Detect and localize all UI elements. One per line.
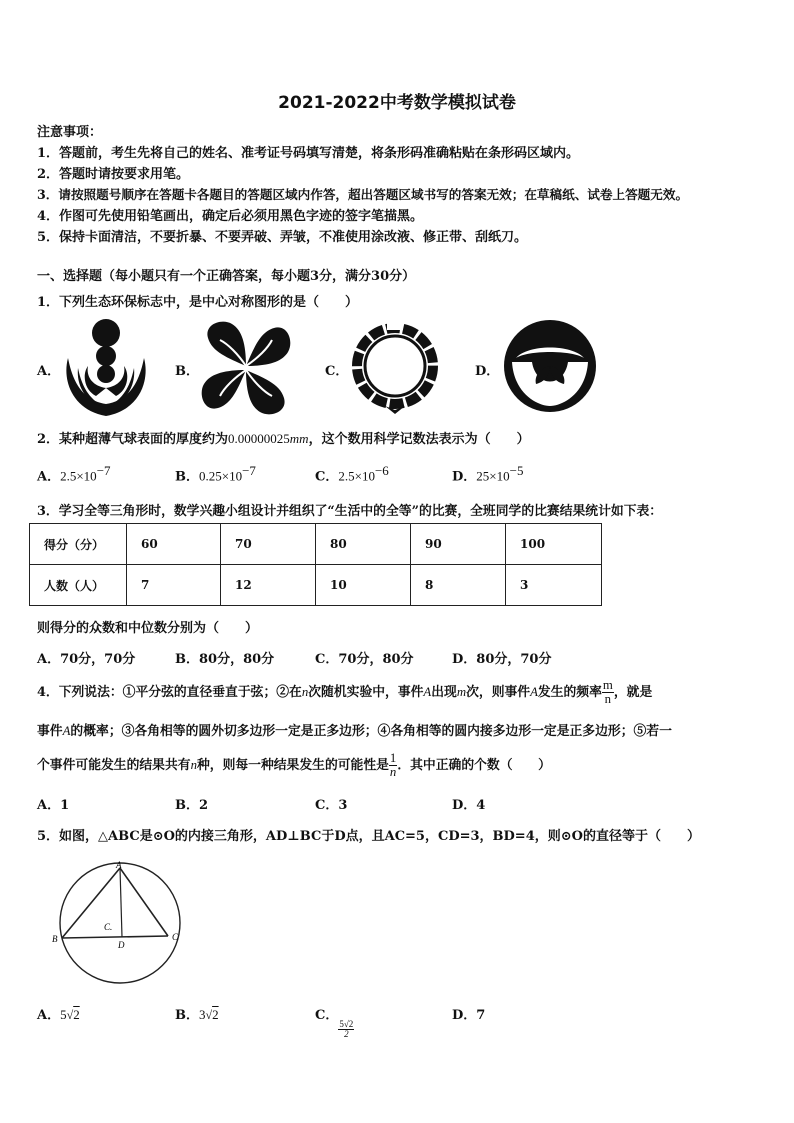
q5-option-d[interactable]: D．7	[452, 1008, 486, 1023]
table-row	[30, 524, 602, 565]
q3-option-c[interactable]: C．70分，80分	[315, 652, 414, 667]
q3-question: 则得分的众数和中位数分别为（ ）	[37, 621, 259, 636]
figure-label-d: D	[118, 940, 125, 950]
figure-label-a: A	[116, 860, 122, 870]
q4-probability-fraction: $\frac{1}{n}$	[389, 751, 397, 779]
table-cell: 60	[127, 524, 221, 565]
eco-logo-d-icon	[502, 318, 598, 414]
q4-option-b[interactable]: B．2	[175, 798, 209, 813]
q4-line-2: 事件A的概率；③各角相等的圆外切多边形一定是正多边形；④各角相等的圆内接多边形一定是正多边形；⑤若一	[37, 724, 672, 739]
q4-option-d[interactable]: D．4	[452, 798, 486, 813]
notice-item-4: 4．作图可先使用铅笔画出，确定后必须用黑色字迹的签字笔描黑。	[37, 209, 424, 224]
q5-stem: 5．如图，△ABC是⊙O的内接三角形，AD⊥BC于D点，且AC=5，CD=3，BD=4，则⊙O的直径等于（ ）	[37, 829, 700, 844]
table-cell: 3	[506, 565, 602, 606]
q2-value: 0.00000025	[228, 431, 290, 446]
q4-line-3: 个事件可能发生的结果共有n种，则每一种结果发生的可能性是 $\frac{1}{n}$ ．其中正确的个数（ ）	[37, 751, 551, 779]
table-row	[30, 565, 602, 606]
notice-item-3: 3．请按照题号顺序在答题卡各题目的答题区域内作答，超出答题区域书写的答案无效；在草稿纸、试卷上答题无效。	[37, 187, 689, 202]
notice-item-2: 2．答题时请按要求用笔。	[37, 167, 190, 182]
score-table	[29, 523, 602, 606]
page-title: 2021-2022中考数学模拟试卷	[278, 93, 516, 113]
q1-option-b-label: B．	[175, 364, 199, 379]
q2-option-d[interactable]: D．$25\times 10^{-5}$	[452, 463, 524, 485]
notice-item-1: 1．答题前，考生先将自己的姓名、准考证号码填写清楚，将条形码准确粘贴在条形码区域内。	[37, 146, 580, 161]
q4-option-a[interactable]: A．1	[37, 798, 70, 813]
table-cell: 90	[411, 524, 506, 565]
eco-logo-c-icon	[345, 318, 445, 418]
table-cell: 12	[221, 565, 316, 606]
q2-option-b[interactable]: B．$0.25\times 10^{-7}$	[175, 463, 256, 485]
q3-option-a[interactable]: A．70分，70分	[37, 652, 136, 667]
q3-stem: 3．学习全等三角形时，数学兴趣小组设计并组织了“生活中的全等”的比赛，全班同学的比赛结果统计如下表：	[37, 504, 663, 519]
q1-option-d-label: D．	[475, 364, 500, 379]
q4-option-c[interactable]: C．3	[315, 798, 348, 813]
eco-logo-b-icon	[198, 318, 294, 418]
q2-option-a[interactable]: A．$2.5\times 10^{-7}$	[37, 463, 111, 485]
q1-stem: 1．下列生态环保标志中，是中心对称图形的是（ ）	[37, 295, 359, 310]
q1-option-c-label: C．	[325, 364, 349, 379]
q5-option-c-fraction: $\frac{5√2}{2}$	[339, 1019, 354, 1039]
q5-option-c[interactable]: C． $\frac{5√2}{2}$	[315, 1008, 354, 1039]
q2-unit: mm	[289, 431, 309, 446]
q4-line-1: 4．下列说法：①平分弦的直径垂直于弦；②在n次随机实验中，事件A出现m次，则事件A发生的频率 $\frac{m}{n}$ ，就是	[37, 678, 653, 706]
q4-frequency-fraction: $\frac{m}{n}$	[602, 678, 613, 706]
section-heading: 一、选择题（每小题只有一个正确答案，每小题3分，满分30分）	[37, 269, 416, 284]
notice-heading: 注意事项：	[37, 125, 103, 140]
table-cell: 人数（人）	[30, 565, 127, 606]
figure-label-o: C.	[104, 922, 113, 932]
q1-option-a-label: A．	[37, 364, 61, 379]
table-cell: 得分（分）	[30, 524, 127, 565]
table-cell: 10	[316, 565, 411, 606]
eco-logo-a-icon	[62, 318, 150, 418]
table-cell: 7	[127, 565, 221, 606]
notice-item-5: 5．保持卡面清洁，不要折暴、不要弄破、弄皱，不准使用涂改液、修正带、刮纸刀。	[37, 230, 528, 245]
q5-circle-figure	[50, 858, 190, 988]
figure-label-b: B	[52, 934, 58, 944]
figure-label-c: C	[172, 932, 179, 942]
q3-option-b[interactable]: B．80分，80分	[175, 652, 275, 667]
table-cell: 100	[506, 524, 602, 565]
q5-option-a[interactable]: A．5√2	[37, 1007, 80, 1023]
q2-option-c[interactable]: C．$2.5\times 10^{-6}$	[315, 463, 389, 485]
q3-option-d[interactable]: D．80分，70分	[452, 652, 552, 667]
q2-stem: 2．某种超薄气球表面的厚度约为0.00000025mm，这个数用科学记数法表示为（ ）	[37, 431, 530, 447]
table-cell: 80	[316, 524, 411, 565]
table-cell: 8	[411, 565, 506, 606]
table-cell: 70	[221, 524, 316, 565]
q5-option-b[interactable]: B．3√2	[175, 1007, 219, 1023]
